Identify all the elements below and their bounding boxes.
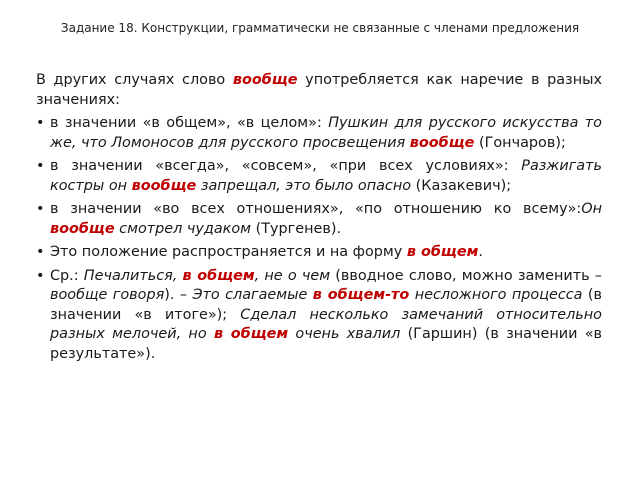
- example-text: Сделал несколько замечаний относительно разных мелочей, но: [50, 306, 602, 342]
- slide-title: Задание 18. Конструкции, грамматически не связанные с членами предложения: [60, 21, 580, 35]
- intro-paragraph: [36, 71, 602, 110]
- item-text: (вводное слово, можно заменить –: [330, 267, 602, 284]
- example-text: запрещал, это было опасно: [196, 177, 412, 194]
- example-text: Это слагаемые: [192, 287, 313, 303]
- item-text: в значении «во всех отношениях», «по отношению ко всему»:: [50, 201, 582, 217]
- bullet-icon: •: [36, 201, 45, 217]
- example-text: очень хвалил: [288, 326, 401, 342]
- example-text: Он: [581, 201, 602, 217]
- item-text: (Тургенев).: [251, 220, 342, 237]
- example-text: смотрел чудаком: [114, 220, 252, 237]
- highlight-word: в общем: [406, 244, 479, 260]
- bullet-icon: •: [36, 158, 45, 174]
- bullet-icon: •: [36, 267, 45, 284]
- item-text: .: [478, 244, 483, 260]
- list-item: [36, 243, 602, 263]
- list-item: [36, 200, 602, 239]
- highlight-word: вообще: [131, 177, 197, 194]
- list-item: [36, 114, 602, 153]
- highlight-word: в общем-то: [312, 287, 410, 303]
- item-text: (Казакевич);: [411, 177, 512, 194]
- item-text: (в значении «в итоге»);: [50, 287, 603, 323]
- item-text: в значении «всегда», «совсем», «при всех условиях»:: [50, 158, 522, 174]
- item-text: (Гончаров);: [474, 134, 566, 151]
- slide-content: [36, 71, 602, 368]
- example-text: Пушкин для русского искусства то же, что Ломоносов для русского просвещения: [50, 115, 602, 151]
- list-item: [36, 267, 602, 365]
- highlight-word: вообще: [50, 220, 115, 237]
- intro-text-1: В других случаях слово: [36, 72, 233, 88]
- item-text: Это положение распространяется и на форму: [50, 244, 407, 260]
- example-text: Разжигать костры он: [50, 158, 602, 194]
- bullet-icon: •: [36, 244, 45, 260]
- example-text: Печалиться,: [83, 267, 183, 284]
- highlight-word: вообще: [232, 72, 298, 88]
- item-text: ). –: [164, 287, 193, 303]
- intro-text-2: употребляется как наречие в разных значениях:: [36, 72, 602, 108]
- bullet-icon: •: [36, 115, 45, 131]
- highlight-word: в общем: [182, 267, 255, 284]
- item-text: Ср.:: [50, 267, 84, 284]
- bullet-list: [36, 114, 602, 364]
- example-text: несложного процесса: [409, 287, 583, 303]
- example-text: вообще говоря: [50, 287, 165, 303]
- list-item: [36, 157, 602, 196]
- highlight-word: в общем: [213, 326, 289, 342]
- item-text: (Гаршин) (в значении «в результате»).: [50, 326, 603, 362]
- example-text: , не о чем: [254, 267, 331, 284]
- item-text: в значении «в общем», «в целом»:: [50, 115, 329, 131]
- highlight-word: вообще: [409, 134, 475, 151]
